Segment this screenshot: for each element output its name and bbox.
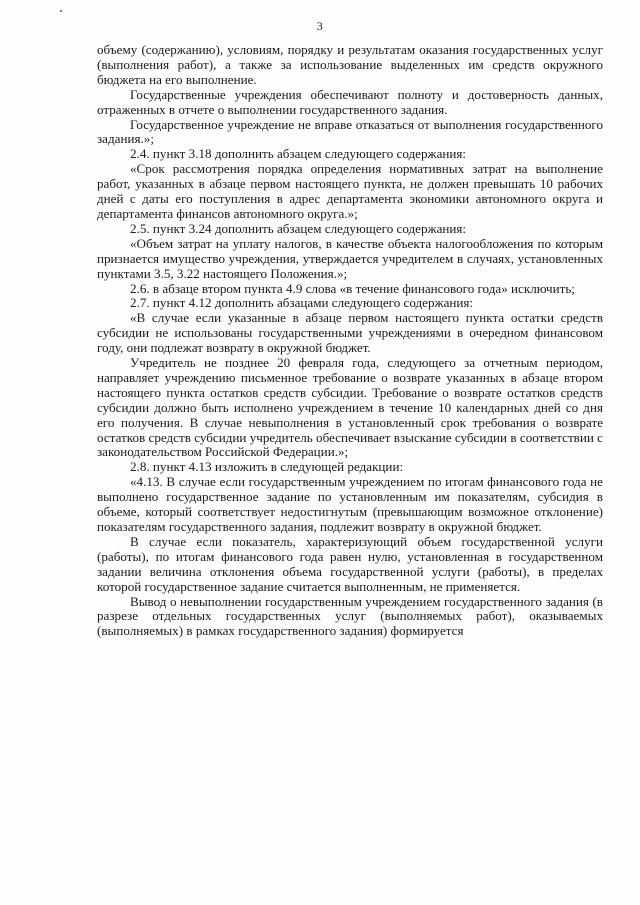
- paragraph-15: Вывод о невыполнении государственным учреждением государственного задания (в разрезе отдельных государственных услуг (выполняемых работ), оказываемых (выполняемых) в рамках государственного задания) формируется: [97, 593, 603, 639]
- paragraph-9: 2.7. пункт 4.12 дополнить абзацами следующего содержания:: [130, 295, 474, 311]
- paragraph-11: Учредитель не позднее 20 февраля года, следующего за отчетным периодом, направляет учреждению письменное требование о возврате указанных в абзаце втором настоящего пункта остатков средств субсидии. Требование о возврате остатков средств субсидии должно быть исполнено учреждением в течение 10 календарных дней со дня его получения. В случае невыполнения в установленный срок требования о возврате остатков средств субсидии учредитель обеспечивает взыскание субсидии в соответствии с законодательством Российской Федерации.»;: [97, 355, 603, 460]
- paragraph-12: 2.8. пункт 4.13 изложить в следующей редакции:: [130, 459, 404, 475]
- page-number: 3: [316, 19, 324, 33]
- paragraph-4: 2.4. пункт 3.18 дополнить абзацем следующего содержания:: [130, 146, 467, 162]
- paragraph-8: 2.6. в абзаце втором пункта 4.9 слова «в течение финансового года» исключить;: [130, 280, 575, 296]
- paragraph-2: Государственные учреждения обеспечивают полноту и достоверность данных, отраженных в отчете о выполнении государственного задания.: [97, 86, 603, 117]
- scan-speck: [60, 10, 62, 12]
- paragraph-1: объему (содержанию), условиям, порядку и результатам оказания государственных услуг (выполнения работ), а также за использование выделенных им средств окружного бюджета на его выполнение.: [97, 42, 603, 87]
- paragraph-7: «Объем затрат на уплату налогов, в качестве объекта налогообложения по которым признается имущество учреждения, утверждается учредителем в случаях, установленных пунктами 3.5, 3.22 настоящего Положения.»;: [97, 235, 603, 281]
- paragraph-3: Государственное учреждение не вправе отказаться от выполнения государственного задания.»;: [97, 116, 603, 147]
- paragraph-13: «4.13. В случае если государственным учреждением по итогам финансового года не выполнено государственное задание по установленным им показателям, субсидия в объеме, который соответствует недостигнутым (превышающим возможное отклонение) показателям государственного задания, подлежит возврату в окружной бюджет.: [97, 474, 603, 534]
- paragraph-6: 2.5. пункт 3.24 дополнить абзацем следующего содержания:: [130, 220, 467, 236]
- paragraph-10: «В случае если указанные в абзаце первом настоящего пункта остатки средств субсидии не использованы государственными учреждениями в очередном финансовом году, они подлежат возврату в окружной бюджет.: [97, 310, 603, 356]
- document-body: [97, 43, 603, 639]
- paragraph-14: В случае если показатель, характеризующий объем государственной услуги (работы), по итогам финансового года равен нулю, установленная в государственном задании величина отклонения объема государственной услуги (работы), в пределах которой государственное задание считается выполненным, не применяется.: [97, 533, 603, 594]
- paragraph-5: «Срок рассмотрения порядка определения нормативных затрат на выполнение работ, указанных в абзаце первом настоящего пункта, не должен превышать 10 рабочих дней с даты его поступления в адрес департамента экономики автономного округа и департамента финансов автономного округа.»;: [97, 161, 603, 221]
